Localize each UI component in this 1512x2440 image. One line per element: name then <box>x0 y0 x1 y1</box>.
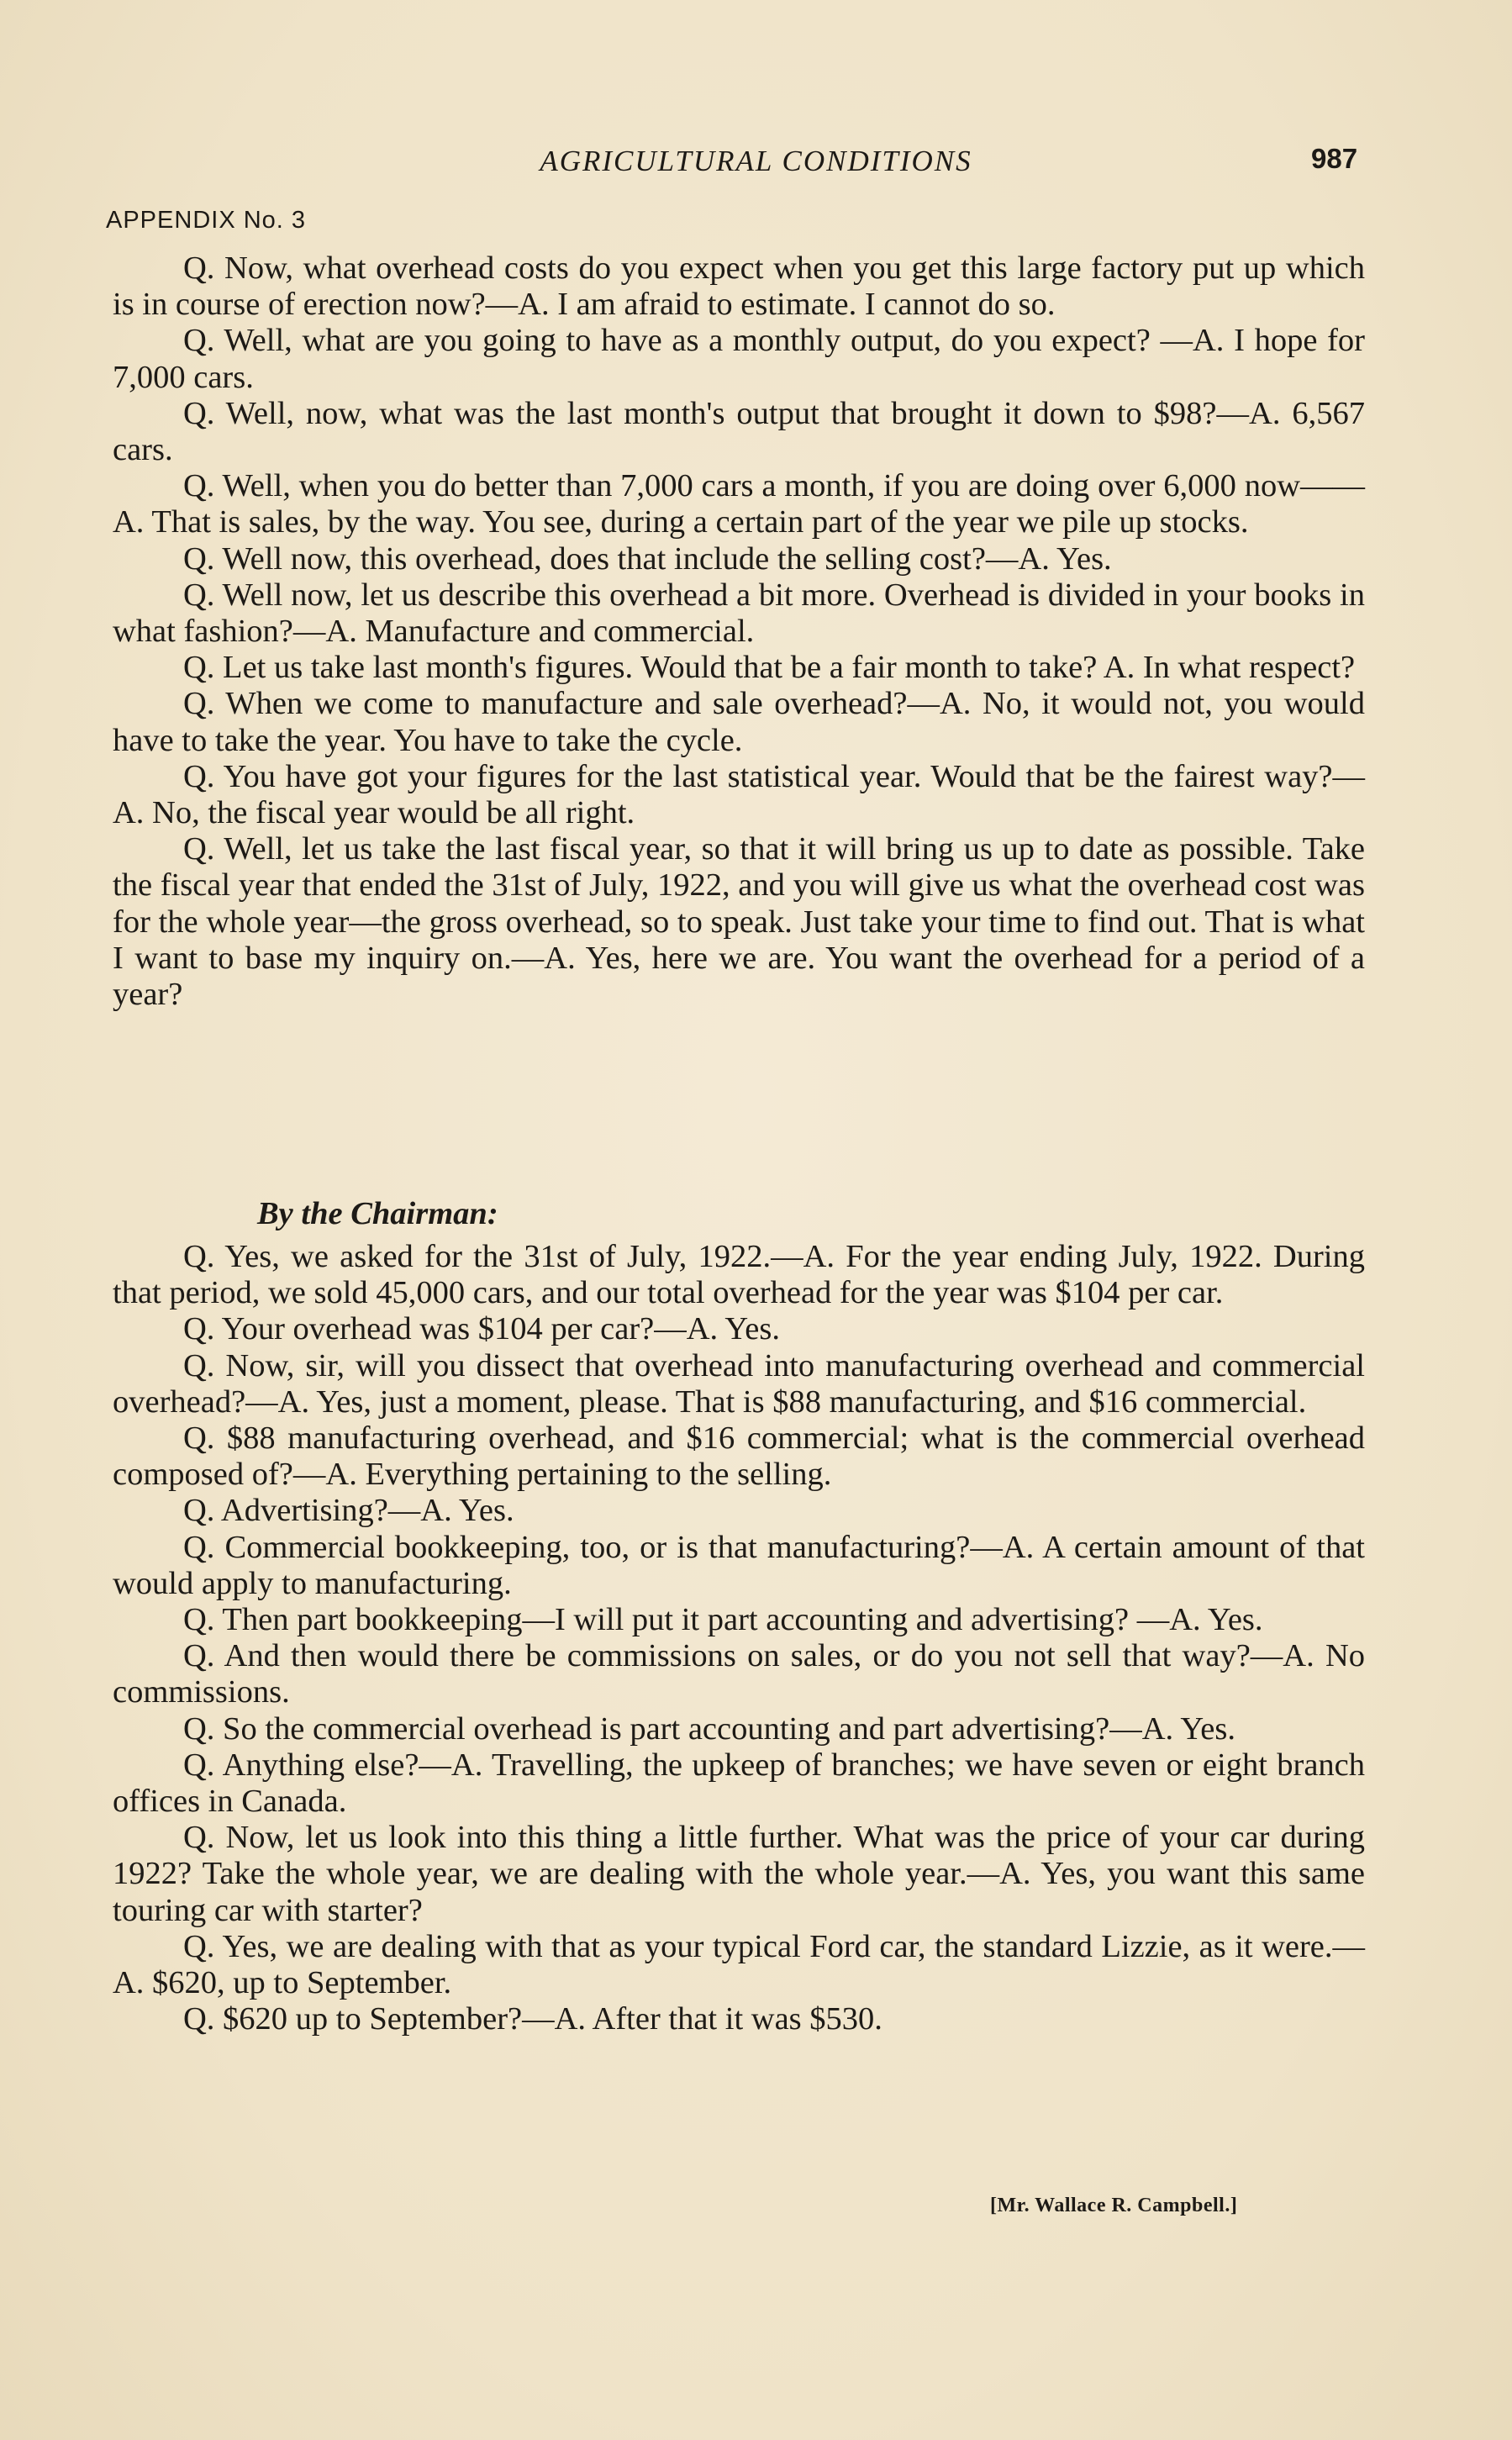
paragraph: Q. Well, let us take the last fiscal year, so that it will bring us up to date as possible. Take the fiscal year that ended the 31st of July, 1922, and you will give us what the overhead cost was for the whole year—the gross overhead, so to speak. Just take your time to find out. That is what I want to base my inquiry on.—A. Yes, here we are. You want the overhead for a period of a year? <box>113 831 1365 1013</box>
paragraph: Q. Then part bookkeeping—I will put it part accounting and advertising? —A. Yes. <box>183 1602 1263 1638</box>
paragraph: Q. Well now, let us describe this overhead a bit more. Overhead is divided in your books in what fashion?—A. Manufacture and commercial. <box>113 577 1365 650</box>
paragraph: Q. Your overhead was $104 per car?—A. Yes. <box>183 1311 780 1347</box>
paragraph: Q. Anything else?—A. Travelling, the upkeep of branches; we have seven or eight branch offices in Canada. <box>113 1747 1365 1820</box>
paragraph: Q. Well, when you do better than 7,000 cars a month, if you are doing over 6,000 now——A. That is sales, by the way. You see, during a certain part of the year we pile up stocks. <box>113 468 1365 540</box>
paragraph: Q. Well, what are you going to have as a monthly output, do you expect? —A. I hope for 7,000 cars. <box>113 323 1365 395</box>
paragraph: Q. Commercial bookkeeping, too, or is that manufacturing?—A. A certain amount of that would apply to manufacturing. <box>113 1529 1365 1601</box>
paragraph: Q. Yes, we are dealing with that as your typical Ford car, the standard Lizzie, as it were.—A. $620, up to September. <box>113 1928 1365 2001</box>
section-heading: By the Chairman: <box>257 1196 498 1231</box>
paragraph: Q. Let us take last month's figures. Would that be a fair month to take? A. In what respect? <box>183 650 1356 686</box>
paragraph: Q. Well now, this overhead, does that include the selling cost?—A. Yes. <box>183 540 1112 577</box>
testimony-block-before <box>113 250 1365 1013</box>
paragraph: Q. Yes, we asked for the 31st of July, 1922.—A. For the year ending July, 1922. During that period, we sold 45,000 cars, and our total overhead for the year was $104 per car. <box>113 1239 1365 1311</box>
paragraph: Q. And then would there be commissions on sales, or do you not sell that way?—A. No commissions. <box>113 1638 1365 1710</box>
paragraph: Q. Now, what overhead costs do you expect when you get this large factory put up which is in course of erection now?—A. I am afraid to estimate. I cannot do so. <box>113 250 1365 323</box>
speaker-attribution: [Mr. Wallace R. Campbell.] <box>990 2195 1238 2216</box>
testimony-block-after <box>113 1239 1365 2037</box>
paragraph: Q. $88 manufacturing overhead, and $16 commercial; what is the commercial overhead composed of?—A. Everything pertaining to the selling. <box>113 1420 1365 1493</box>
paragraph: Q. Well, now, what was the last month's output that brought it down to $98?—A. 6,567 cars. <box>113 395 1365 468</box>
appendix-label: APPENDIX No. 3 <box>106 207 307 234</box>
running-title: AGRICULTURAL CONDITIONS <box>540 145 972 177</box>
paragraph: Q. When we come to manufacture and sale overhead?—A. No, it would not, you would have to take the year. You have to take the cycle. <box>113 686 1365 758</box>
page-number: 987 <box>1311 143 1358 174</box>
paragraph: Q. You have got your figures for the last statistical year. Would that be the fairest way?—A. No, the fiscal year would be all right. <box>113 758 1365 831</box>
paragraph: Q. $620 up to September?—A. After that it was $530. <box>183 2001 882 2037</box>
paragraph: Q. Now, let us look into this thing a little further. What was the price of your car during 1922? Take the whole year, we are dealing with the whole year.—A. Yes, you want this same touring car with starter? <box>113 1820 1365 1928</box>
paragraph: Q. So the commercial overhead is part accounting and part advertising?—A. Yes. <box>183 1710 1235 1747</box>
paragraph: Q. Now, sir, will you dissect that overhead into manufacturing overhead and commercial overhead?—A. Yes, just a moment, please. That is $88 manufacturing, and $16 commercial. <box>113 1347 1365 1420</box>
paragraph: Q. Advertising?—A. Yes. <box>183 1493 514 1529</box>
